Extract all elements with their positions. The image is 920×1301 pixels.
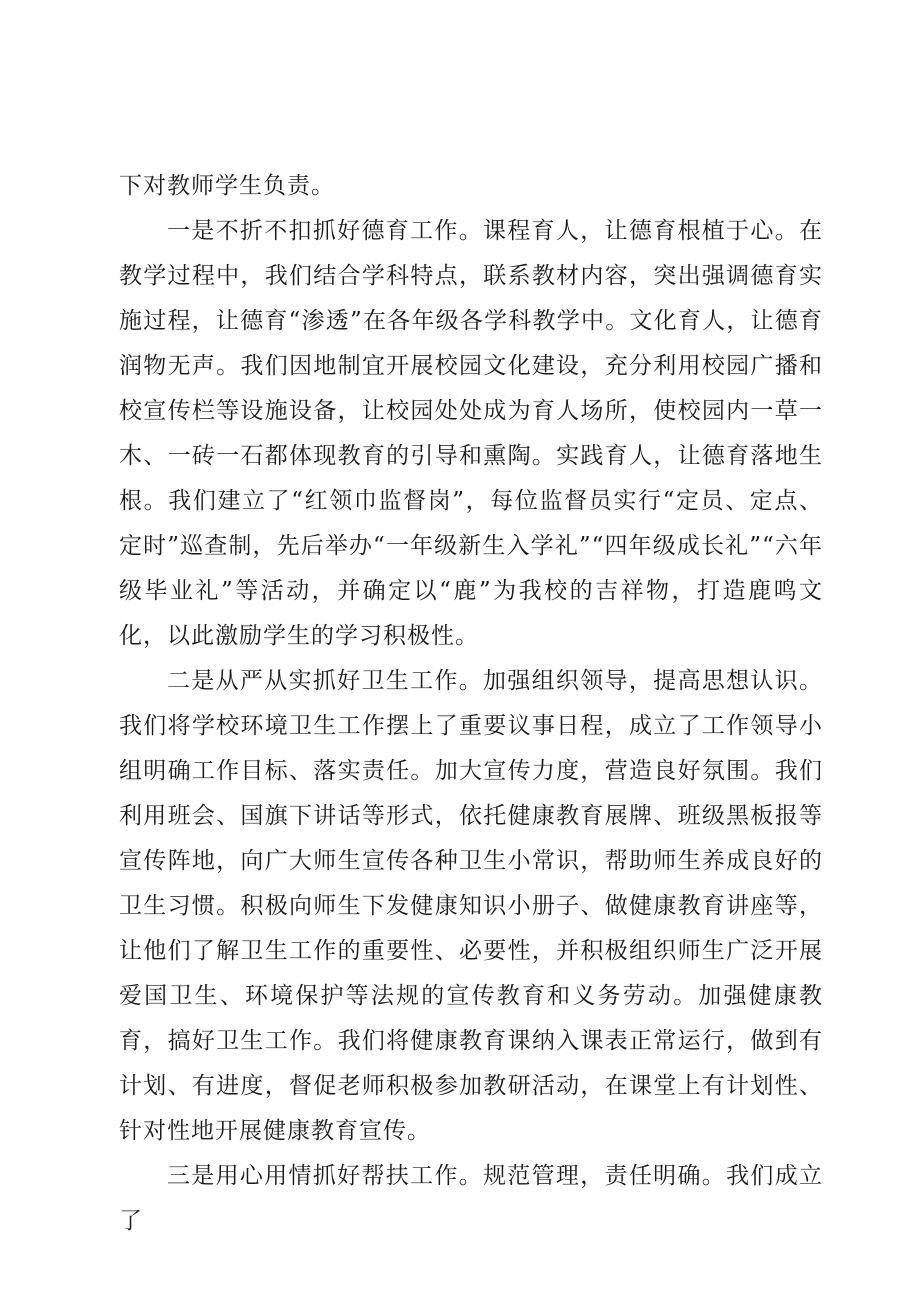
paragraph-moral-education: 一是不折不扣抓好德育工作。课程育人，让德育根植于心。在教学过程中，我们结合学科特点，联系教材内容，突出强调德育实施过程，让德育“渗透”在各年级各学科教学中。文化育人，让德育润物无声。我们因地制宜开展校园文化建设，充分利用校园广播和校宣传栏等设施设备，让校园处处成为育人场所，使校园内一草一木、一砖一石都体现教育的引导和熏陶。实践育人，让德育落地生根。我们建立了“红领巾监督岗”，每位监督员实行“定员、定点、定时”巡查制，先后举办“一年级新生入学礼”“四年级成长礼”“六年级毕业礼”等活动，并确定以“鹿”为我校的吉祥物，打造鹿鸣文化，以此激励学生的学习积极性。 (119, 218, 823, 649)
paragraph-continuation: 下对教师学生负责。 (119, 173, 335, 199)
paragraph-hygiene-work: 二是从严从实抓好卫生工作。加强组织领导，提高思想认识。我们将学校环境卫生工作摆上了重要议事日程，成立了工作领导小组明确工作目标、落实责任。加大宣传力度，营造良好氛围。我们利用班会、国旗下讲话等形式，依托健康教育展牌、班级黑板报等宣传阵地，向广大师生宣传各种卫生小常识，帮助师生养成良好的卫生习惯。积极向师生下发健康知识小册子、做健康教育讲座等，让他们了解卫生工作的重要性、必要性，并积极组织师生广泛开展爱国卫生、环境保护等法规的宣传教育和义务劳动。加强健康教育，搞好卫生工作。我们将健康教育课纳入课表正常运行，做到有计划、有进度，督促老师积极参加教研活动，在课堂上有计划性、针对性地开展健康教育宣传。 (119, 668, 823, 1144)
document-body (119, 164, 823, 1244)
paragraph-assistance-work: 三是用心用情抓好帮扶工作。规范管理，责任明确。我们成立了 (119, 1163, 823, 1234)
